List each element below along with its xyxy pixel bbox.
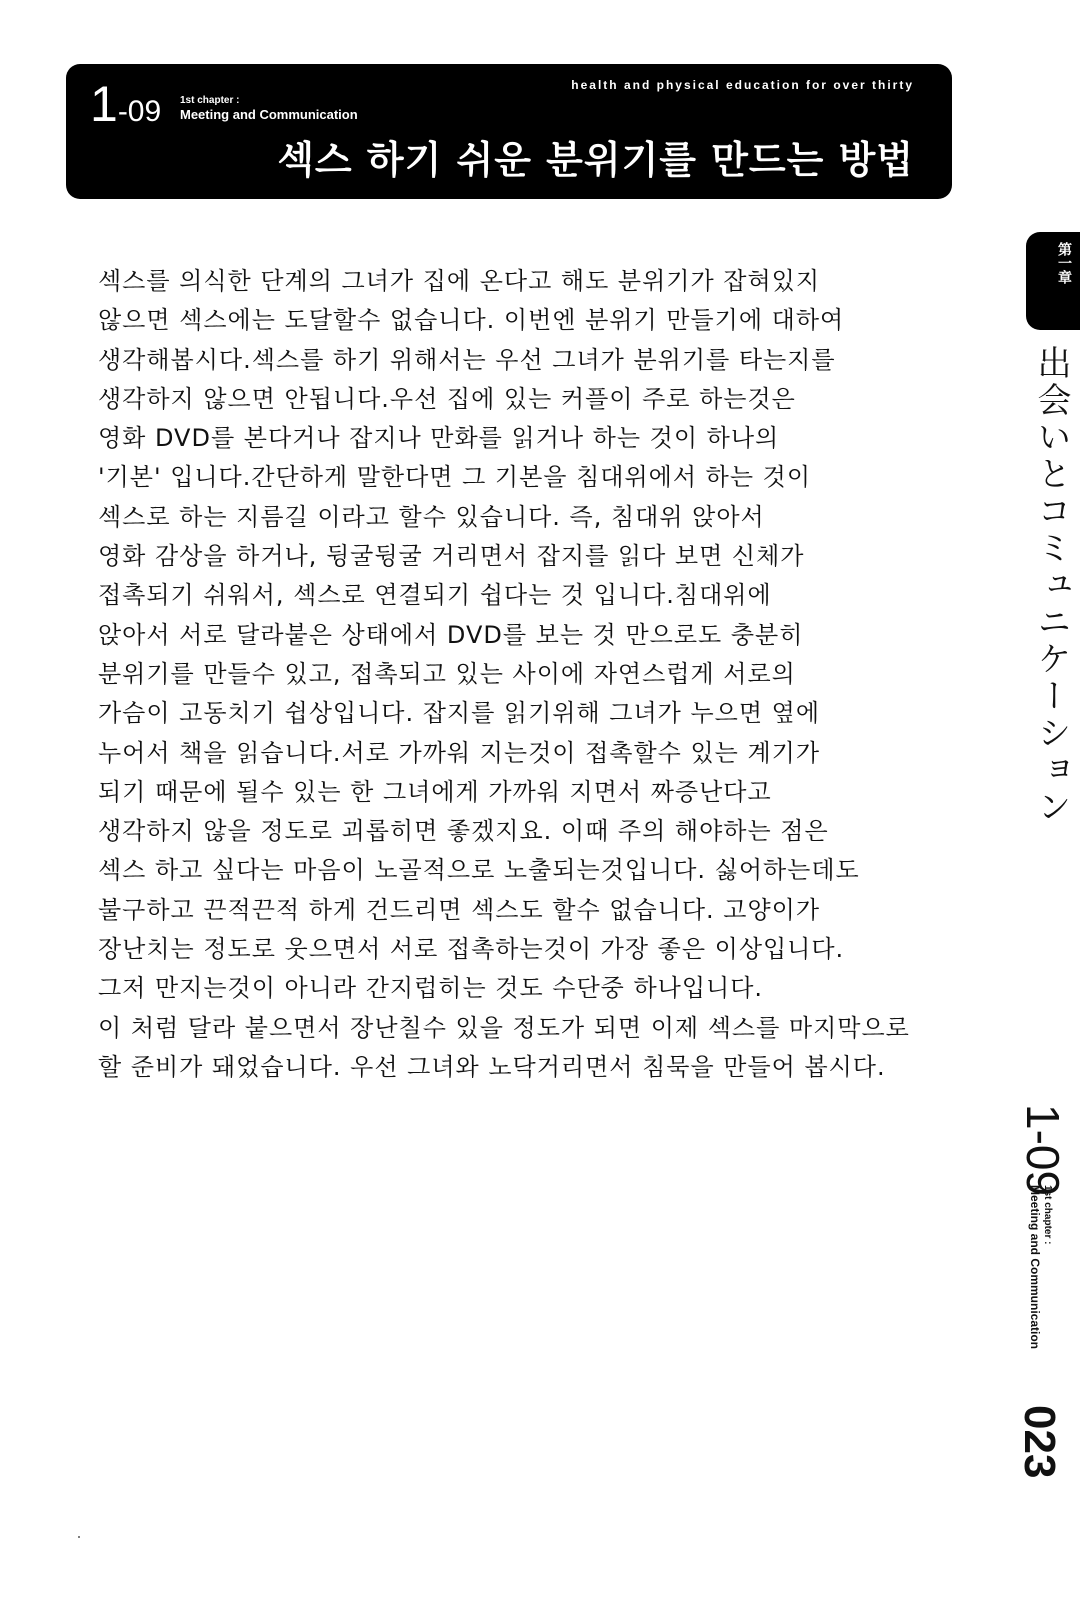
body-line: 되기 때문에 될수 있는 한 그녀에게 가까워 지면서 짜증난다고 bbox=[98, 777, 772, 806]
body-line: 생각하지 않을 정도로 괴롭히면 좋겠지요. 이때 주의 해야하는 점은 bbox=[98, 817, 829, 846]
body-line: 섹스 하고 싶다는 마음이 노골적으로 노출되는것입니다. 싫어하는데도 bbox=[98, 856, 860, 885]
side-chapter-label: 1st chapter : bbox=[1042, 1185, 1053, 1245]
chapter-caption bbox=[180, 94, 358, 122]
body-line: 섹스를 의식한 단계의 그녀가 집에 온다고 해도 분위기가 잡혀있지 bbox=[98, 267, 820, 295]
section-number-sub: -09 bbox=[117, 95, 162, 128]
page-number: 023 bbox=[1015, 1405, 1064, 1479]
body-line: 영화 감상을 하거나, 뒹굴뒹굴 거리면서 잡지를 읽다 보면 신체가 bbox=[98, 542, 805, 571]
chapter-label: 1st chapter : bbox=[180, 95, 240, 106]
section-number bbox=[90, 74, 161, 142]
body-paragraph bbox=[98, 262, 978, 1087]
side-chapter-title: 出会いとコミュニケーション bbox=[1031, 345, 1071, 826]
body-line: 섹스로 하는 지름길 이라고 할수 있습니다. 즉, 침대위 앉아서 bbox=[98, 502, 765, 531]
body-line: 생각하지 않으면 안됩니다.우선 집에 있는 커플이 주로 하는것은 bbox=[98, 384, 796, 413]
side-chapter-name: Meeting and Communication bbox=[1028, 1185, 1042, 1350]
body-line: 그저 만지는것이 아니라 간지럽히는 것도 수단중 하나입니다. bbox=[98, 974, 764, 1003]
body-line: 접촉되기 쉬워서, 섹스로 연결되기 쉽다는 것 입니다.침대위에 bbox=[98, 581, 772, 610]
chapter-side-tab bbox=[1026, 232, 1080, 330]
body-line: 장난치는 정도로 웃으면서 서로 접촉하는것이 가장 좋은 이상입니다. bbox=[98, 935, 845, 964]
side-chapter-caption bbox=[1016, 1185, 1054, 1349]
chapter-name: Meeting and Communication bbox=[180, 107, 358, 122]
page-title: 섹스 하기 쉬운 분위기를 만드는 방법 bbox=[277, 137, 914, 182]
side-section-number: 1-09 bbox=[1017, 1104, 1069, 1197]
body-line: 영화 DVD를 본다거나 잡지나 만화를 읽거나 하는 것이 하나의 bbox=[98, 424, 780, 453]
body-line: 앉아서 서로 달라붙은 상태에서 DVD를 보는 것 만으로도 충분히 bbox=[98, 620, 804, 649]
body-line: 이 처럼 달라 붙으면서 장난칠수 있을 정도가 되면 이제 섹스를 마지막으로 bbox=[98, 1013, 910, 1042]
body-line: 할 준비가 돼었습니다. 우선 그녀와 노닥거리면서 침묵을 만들어 봅시다. bbox=[98, 1052, 886, 1081]
body-line: 누어서 책을 읽습니다.서로 가까워 지는것이 접촉할수 있는 계기가 bbox=[98, 738, 820, 767]
body-line: 않으면 섹스에는 도달할수 없습니다. 이번엔 분위기 만들기에 대하여 bbox=[98, 306, 845, 335]
body-line: 분위기를 만들수 있고, 접촉되고 있는 사이에 자연스럽게 서로의 bbox=[98, 659, 796, 688]
book-tagline: health and physical education for over thirty bbox=[571, 78, 914, 92]
scan-speck bbox=[78, 1536, 80, 1538]
body-line: 불구하고 끈적끈적 하게 건드리면 섹스도 할수 없습니다. 고양이가 bbox=[98, 895, 820, 924]
section-number-main: 1 bbox=[90, 76, 118, 132]
body-line: '기본' 입니다.간단하게 말한다면 그 기본을 침대위에서 하는 것이 bbox=[98, 463, 812, 492]
body-line: 가슴이 고동치기 쉽상입니다. 잡지를 읽기위해 그녀가 누으면 옆에 bbox=[98, 699, 820, 728]
body-line: 생각해봅시다.섹스를 하기 위해서는 우선 그녀가 분위기를 타는지를 bbox=[98, 345, 836, 374]
chapter-tab-label: 第一章 bbox=[1056, 242, 1072, 284]
chapter-header-bar bbox=[66, 64, 952, 199]
